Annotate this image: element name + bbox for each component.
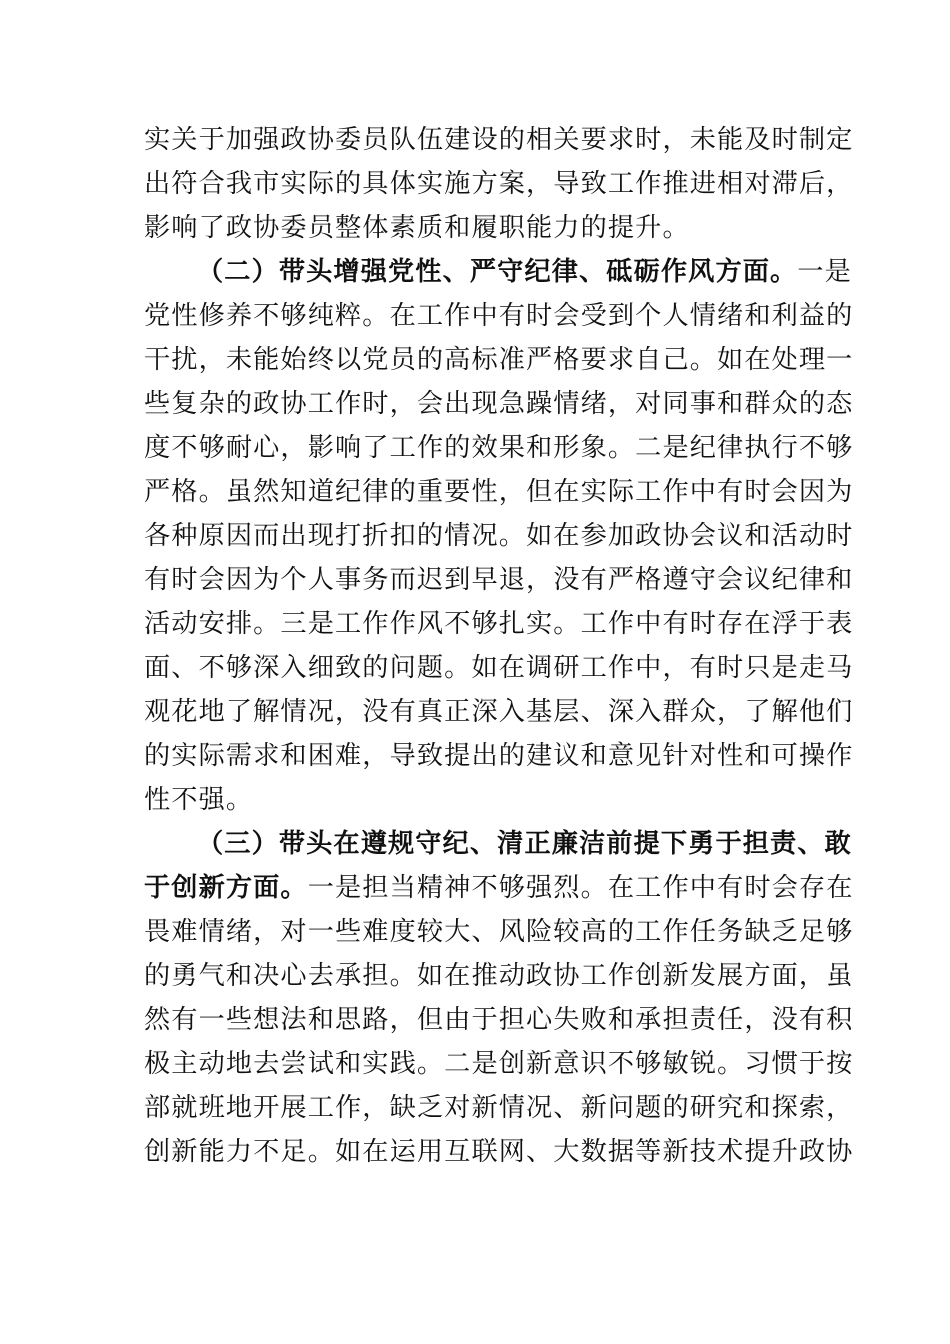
para3-line-6: 极主动地去尝试和实践。二是创新意识不够敏锐。习惯于按 bbox=[144, 1049, 854, 1079]
para2-line-13: 性不强。 bbox=[144, 785, 254, 815]
para2-line-12: 的实际需求和困难，导致提出的建议和意见针对性和可操作 bbox=[144, 741, 854, 771]
para2-line-1-rest: 一是 bbox=[797, 257, 852, 287]
para2-line-11: 观花地了解情况，没有真正深入基层、深入群众，了解他们 bbox=[144, 697, 854, 727]
para3-line-4: 的勇气和决心去承担。如在推动政协工作创新发展方面，虽 bbox=[144, 961, 854, 991]
para3-line-5: 然有一些想法和思路，但由于担心失败和承担责任，没有积 bbox=[144, 1005, 854, 1035]
para2-line-4: 些复杂的政协工作时，会出现急躁情绪，对同事和群众的态 bbox=[144, 389, 854, 419]
para3-line-3: 畏难情绪，对一些难度较大、风险较高的工作任务缺乏足够 bbox=[144, 917, 854, 947]
para3-heading-part-1: （三）带头在遵规守纪、清正廉洁前提下勇于担责、敢 bbox=[197, 828, 852, 859]
para3-heading-part-2: 于创新方面。 bbox=[144, 872, 308, 903]
para3-line-8: 创新能力不足。如在运用互联网、大数据等新技术提升政协 bbox=[144, 1137, 854, 1167]
para3-line-7: 部就班地开展工作，缺乏对新情况、新问题的研究和探索， bbox=[144, 1093, 854, 1123]
para2-line-7: 各种原因而出现打折扣的情况。如在参加政协会议和活动时 bbox=[144, 521, 854, 551]
para2-line-3: 干扰，未能始终以党员的高标准严格要求自己。如在处理一 bbox=[144, 345, 854, 375]
para3-line-1 bbox=[144, 822, 852, 866]
para2-line-6: 严格。虽然知道纪律的重要性，但在实际工作中有时会因为 bbox=[144, 477, 854, 507]
document-body bbox=[144, 118, 854, 1174]
para2-heading: （二）带头增强党性、严守纪律、砥砺作风方面。 bbox=[197, 256, 798, 287]
para1-line-1: 实关于加强政协委员队伍建设的相关要求时，未能及时制定 bbox=[144, 125, 854, 155]
para1-line-2: 出符合我市实际的具体实施方案，导致工作推进相对滞后， bbox=[144, 169, 854, 199]
para3-line-2 bbox=[144, 866, 854, 910]
para2-line-2: 党性修养不够纯粹。在工作中有时会受到个人情绪和利益的 bbox=[144, 301, 854, 331]
para2-line-1 bbox=[144, 250, 852, 294]
para3-line-2-rest: 一是担当精神不够强烈。在工作中有时会存在 bbox=[307, 873, 854, 903]
para2-line-10: 面、不够深入细致的问题。如在调研工作中，有时只是走马 bbox=[144, 653, 854, 683]
para2-line-8: 有时会因为个人事务而迟到早退，没有严格遵守会议纪律和 bbox=[144, 565, 854, 595]
para2-line-9: 活动安排。三是工作作风不够扎实。工作中有时存在浮于表 bbox=[144, 609, 854, 639]
para1-line-3: 影响了政协委员整体素质和履职能力的提升。 bbox=[144, 213, 690, 243]
para2-line-5: 度不够耐心，影响了工作的效果和形象。二是纪律执行不够 bbox=[144, 433, 854, 463]
